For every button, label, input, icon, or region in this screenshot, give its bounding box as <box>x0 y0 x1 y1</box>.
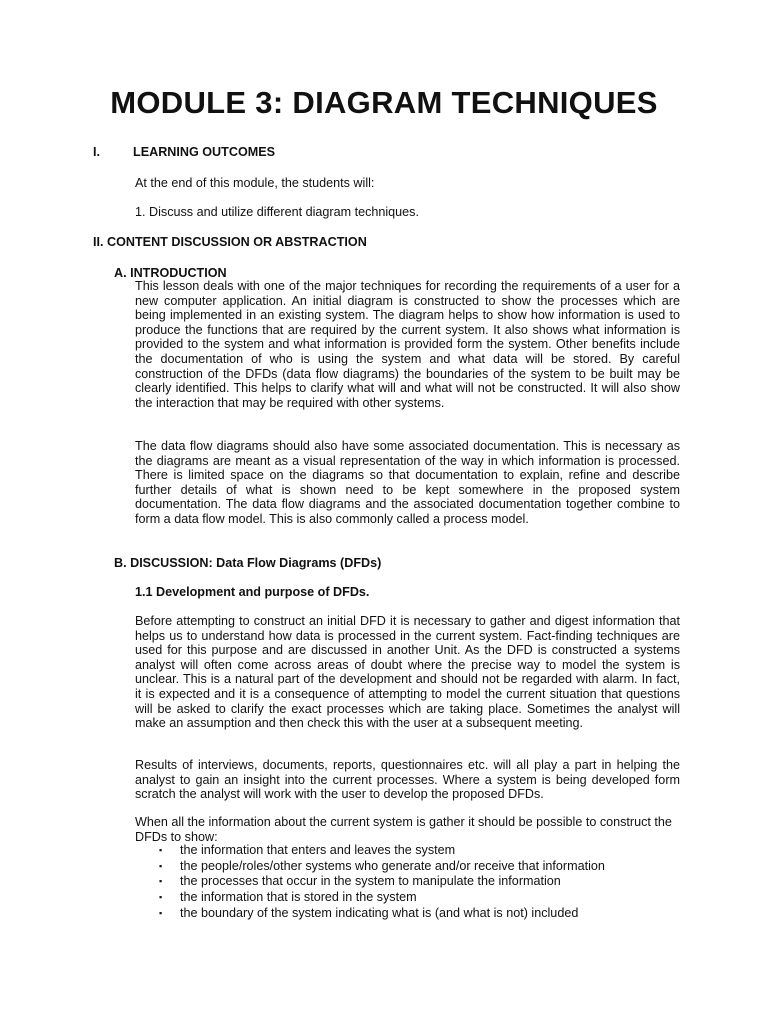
bullet-icon: ▪ <box>159 876 163 887</box>
list-item <box>157 874 605 890</box>
outcome-item: 1. Discuss and utilize different diagram techniques. <box>135 205 419 219</box>
bullet-icon: ▪ <box>159 907 163 918</box>
outcomes-intro: At the end of this module, the students will: <box>135 176 375 190</box>
list-item <box>157 859 605 875</box>
list-item <box>157 890 605 906</box>
introduction-paragraph-2: The data flow diagrams should also have some associated documentation. This is necessary as the diagrams are meant as a visual representation of the way in which information is processed. There is limited space on the diagrams so that documentation to explain, refine and describe further details of what is shown need to be kept somewhere in the proposed system documentation. The data flow diagrams and the associated documentation together combine to form a data flow model. This is also commonly called a process model. <box>135 439 680 526</box>
page-title: MODULE 3: DIAGRAM TECHNIQUES <box>110 85 658 120</box>
discussion-paragraph-1: Before attempting to construct an initial DFD it is necessary to gather and digest information that helps us to understand how data is processed in the current system. Fact-finding techniques are used for this purpose and are discussed in another Unit. As the DFD is constructed a systems analyst will often come across areas of doubt where the precise way to model the system is unclear. This is a natural part of the development and should not be regarded with alarm. In fact, it is expected and it is a consequence of attempting to model the current situation that questions will be asked to clarify the exact processes which are taking place. Sometimes the analyst will make an assumption and then check this with the user at a subsequent meeting. <box>135 614 680 731</box>
bullet-icon: ▪ <box>159 860 163 871</box>
list-item-text: the information that is stored in the system <box>180 890 417 905</box>
list-item <box>157 843 605 859</box>
list-item-text: the people/roles/other systems who generate and/or receive that information <box>180 858 605 873</box>
section-heading-text: LEARNING OUTCOMES <box>133 145 276 159</box>
bullet-icon: ▪ <box>159 892 163 903</box>
list-item <box>157 906 605 922</box>
bullet-icon: ▪ <box>159 845 163 855</box>
subsection-heading-introduction: A. INTRODUCTION <box>114 266 227 280</box>
dfd-content-list <box>157 843 605 921</box>
subsubsection-heading-dfd-purpose: 1.1 Development and purpose of DFDs. <box>135 585 370 599</box>
subsection-heading-discussion: B. DISCUSSION: Data Flow Diagrams (DFDs) <box>114 556 382 570</box>
discussion-paragraph-3: When all the information about the current system is gather it should be possible to construct the DFDs to show: <box>135 815 672 844</box>
section-heading-learning-outcomes <box>93 145 275 159</box>
section-number: I. <box>93 145 100 159</box>
discussion-paragraph-2: Results of interviews, documents, reports, questionnaires etc. will all play a part in helping the analyst to gain an insight into the current processes. Where a system is being developed form scratch the analyst will work with the user to develop the proposed DFDs. <box>135 758 680 802</box>
list-item-text: the boundary of the system indicating what is (and what is not) included <box>180 905 579 920</box>
section-heading-content-discussion: II. CONTENT DISCUSSION OR ABSTRACTION <box>93 235 367 249</box>
introduction-paragraph-1: This lesson deals with one of the major techniques for recording the requirements of a user for a new computer application. An initial diagram is constructed to show the processes which are being implemented in an existing system. The diagram helps to show how information is used to produce the functions that are required by the current system. It also shows what information is provided to the system and what information is provided form the system. Other benefits include the documentation of who is using the system and what data will be stored. By careful construction of the DFDs (data flow diagrams) the boundaries of the system to be built may be clearly identified. This helps to clarify what will and what will not be constructed. It will also show the interaction that may be required with other systems. <box>135 279 680 410</box>
list-item-text: the processes that occur in the system to manipulate the information <box>180 874 561 889</box>
list-item-text: the information that enters and leaves the system <box>180 843 456 857</box>
